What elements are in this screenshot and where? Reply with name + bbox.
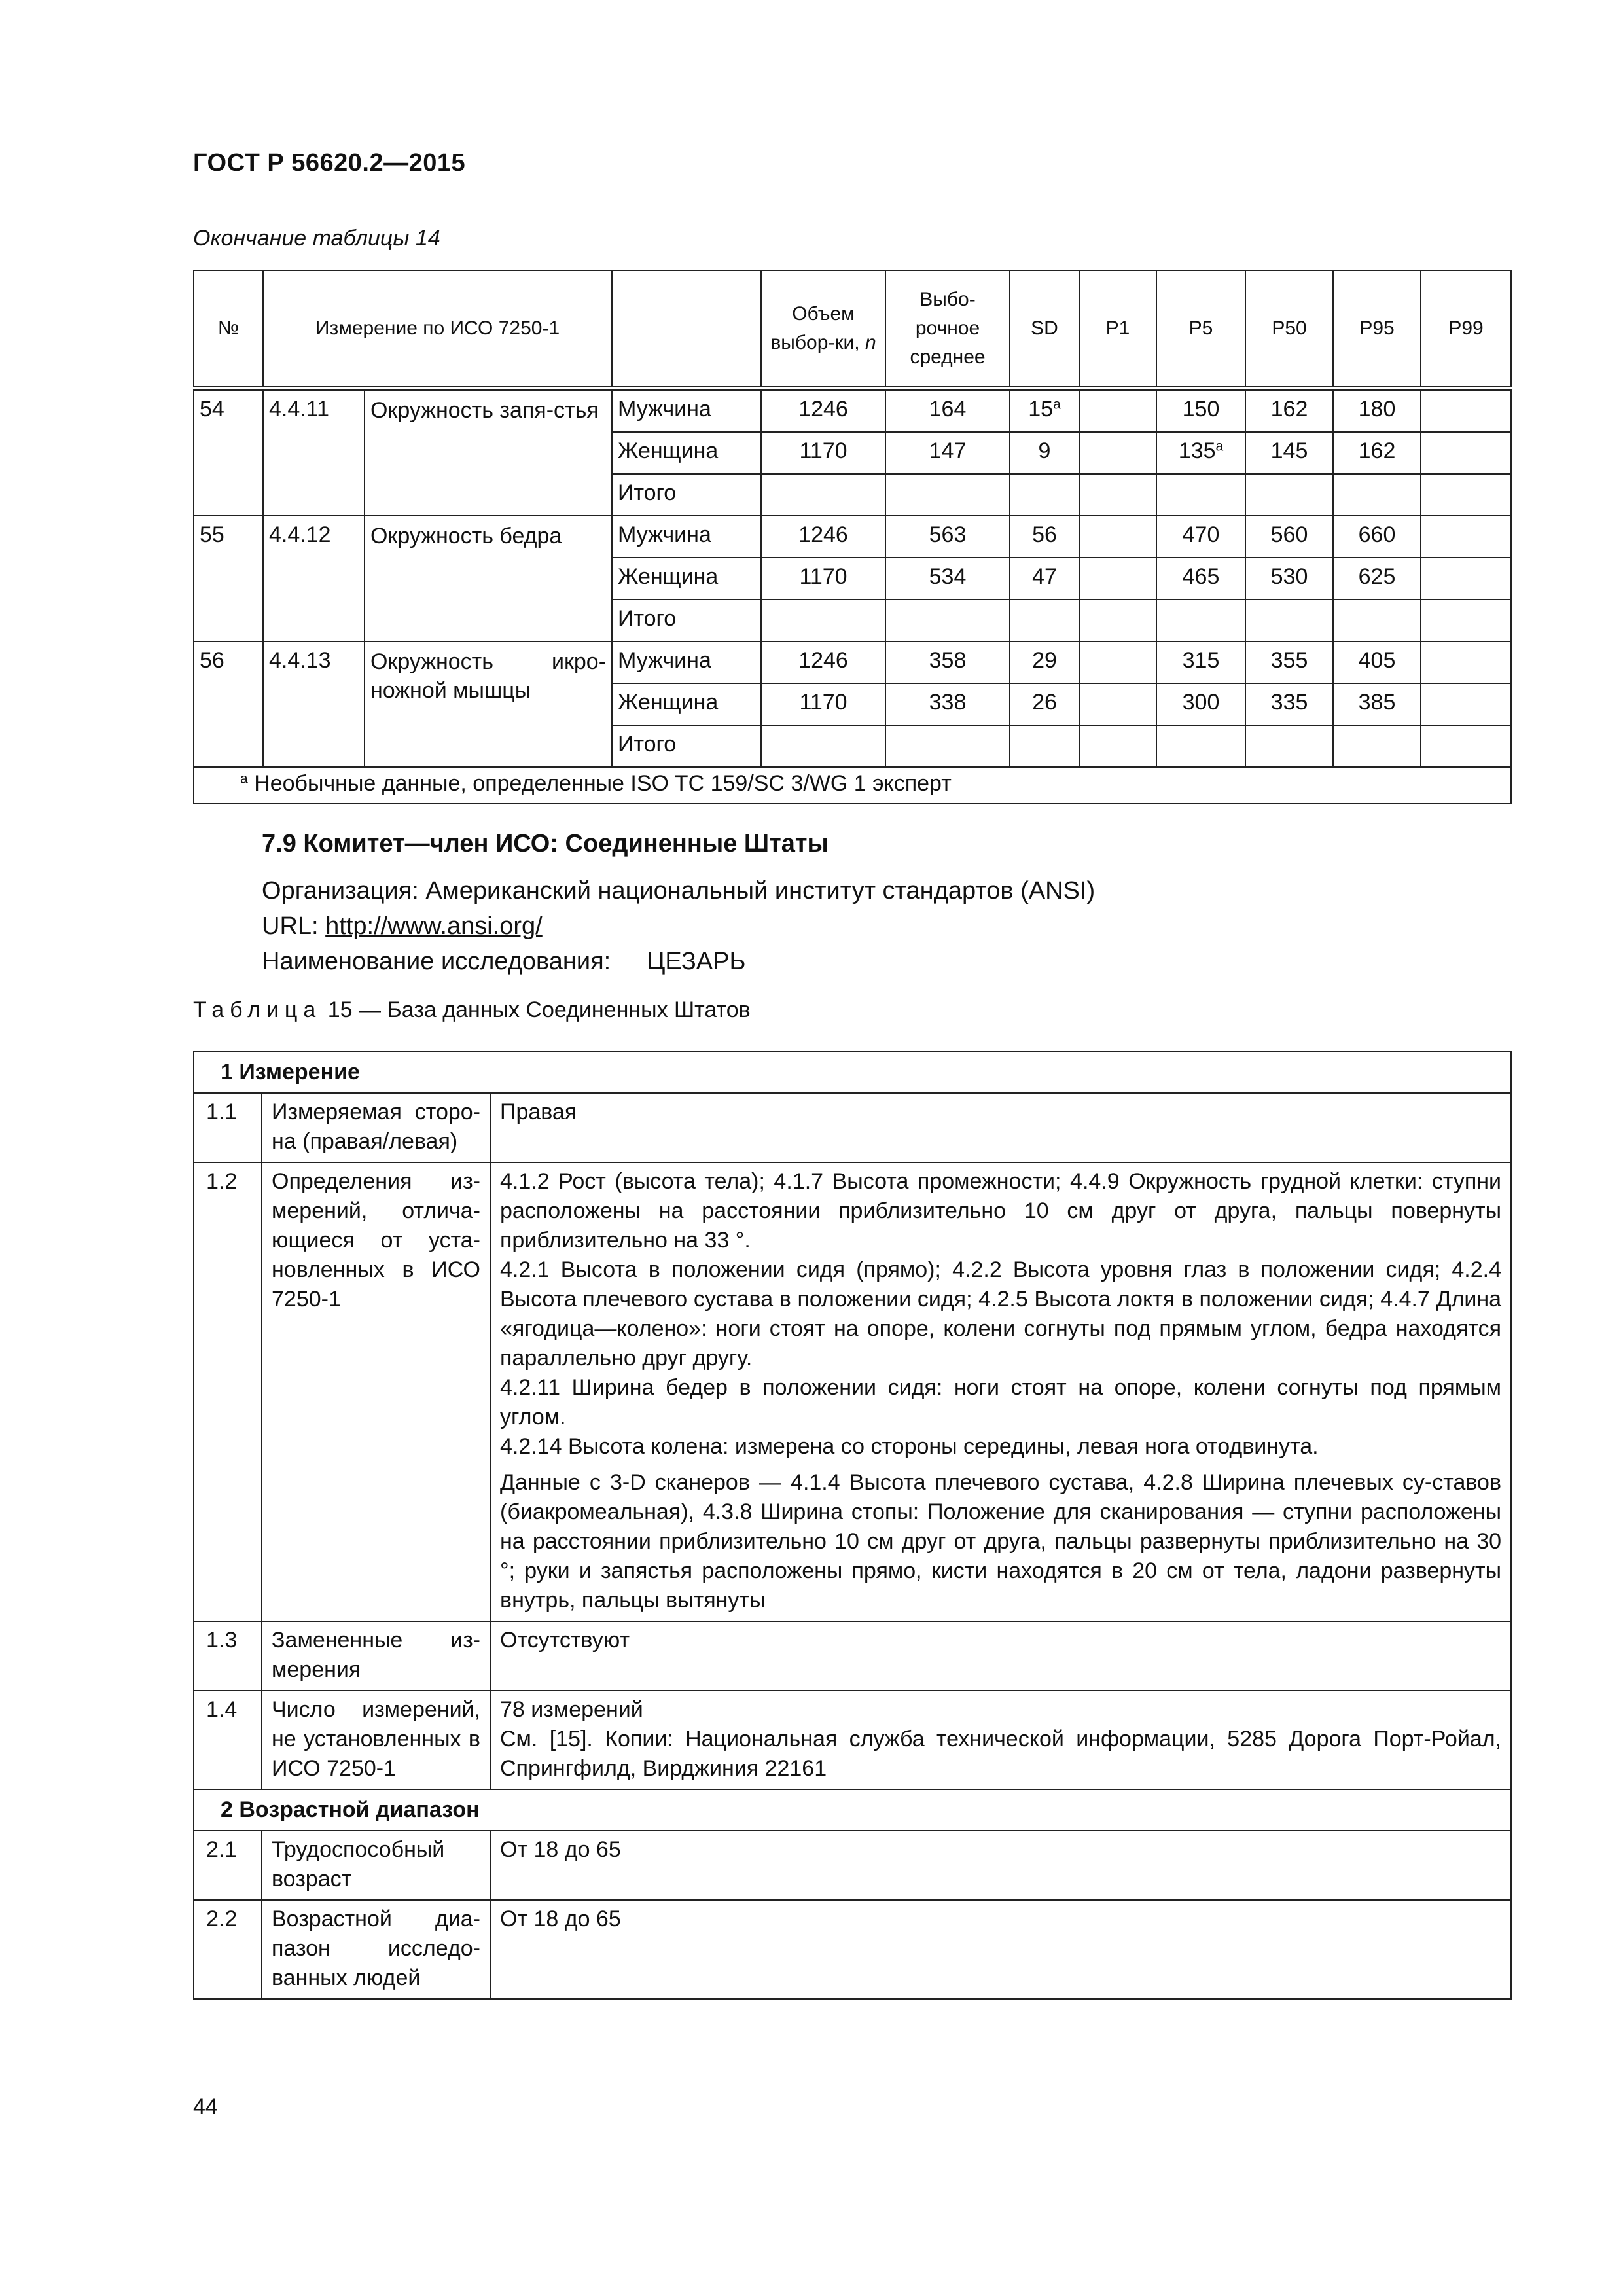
section-title: 2 Возрастной диапазон: [194, 1789, 1511, 1831]
organization-line: [262, 877, 1095, 905]
mean-cell: 534: [885, 558, 1010, 600]
sd-cell: [1010, 389, 1079, 433]
table-row: [194, 1831, 1511, 1900]
p5-cell: [1156, 432, 1245, 474]
sex-cell: Женщина: [612, 683, 761, 725]
p95-cell: 180: [1333, 389, 1421, 433]
table-14: [193, 270, 1512, 804]
item-label-cell: Измеряемая сторо-на (правая/левая): [262, 1093, 490, 1162]
document-code: ГОСТ Р 56620.2—2015: [193, 149, 466, 177]
sd-value: 47: [1032, 564, 1057, 589]
table-row: [194, 1093, 1511, 1162]
item-value-paragraph: 4.2.14 Высота колена: измерена со стороны середины, левая нога отодвинута.: [500, 1434, 1319, 1459]
measure-name-cell: Окружность бедра: [365, 516, 612, 641]
p95-cell: [1333, 474, 1421, 516]
section-title: 7.9 Комитет—член ИСО: Соединенные Штаты: [262, 830, 829, 857]
p95-cell: [1333, 725, 1421, 767]
p5-cell: [1156, 389, 1245, 433]
p50-cell: 162: [1245, 389, 1333, 433]
p50-cell: 355: [1245, 641, 1333, 683]
sd-cell: [1010, 432, 1079, 474]
header-sample-size: Объем выбор-ки, n: [761, 270, 885, 389]
item-label-cell: Замененные из-мерения: [262, 1621, 490, 1691]
organization-label: Организация:: [262, 877, 419, 905]
table-15-caption-word: Таблица: [193, 997, 322, 1022]
item-number-cell: 1.4: [194, 1691, 262, 1789]
sd-cell: [1010, 474, 1079, 516]
sample-size-cell: 1246: [761, 389, 885, 433]
sex-cell: Мужчина: [612, 516, 761, 558]
sex-cell: Мужчина: [612, 389, 761, 433]
sample-size-cell: 1170: [761, 558, 885, 600]
p1-cell: [1079, 516, 1156, 558]
table-footnote: [194, 767, 1511, 804]
sample-size-cell: [761, 725, 885, 767]
header-p5: P5: [1156, 270, 1245, 389]
measure-name-cell: Окружность икро-ножной мышцы: [365, 641, 612, 767]
table-row: [194, 1162, 1511, 1621]
item-value-paragraph: 4.2.11 Ширина бедер в положении сидя: ноги стоят на опоре, колени согнуты под прямым углом.: [500, 1375, 1502, 1429]
item-value-paragraph: От 18 до 65: [500, 1907, 621, 1931]
table-row: [194, 389, 1511, 433]
item-value-paragraph: 4.2.1 Высота в положении сидя (прямо); 4.2.2 Высота уровня глаз в положении сидя; 4.2.4 Высота плечевого сустава в положении сидя; 4.2.5 Высота локтя в положении сидя; 4.4.7 Длина «ягодица—колено»: ноги стоят на опоре, колени согнуты под прямым углом, бедра находятся параллельно друг другу.: [500, 1257, 1502, 1371]
item-number-cell: 1.3: [194, 1621, 262, 1691]
item-number-cell: 1.2: [194, 1162, 262, 1621]
sd-cell: [1010, 641, 1079, 683]
item-value-cell: [490, 1621, 1511, 1691]
header-p99: P99: [1421, 270, 1511, 389]
sd-value: 26: [1032, 690, 1057, 715]
item-number-cell: 2.1: [194, 1831, 262, 1900]
p1-cell: [1079, 683, 1156, 725]
sample-size-cell: [761, 474, 885, 516]
page-number: 44: [193, 2094, 218, 2119]
table-row: [194, 1691, 1511, 1789]
url-line: [262, 912, 543, 941]
measure-code-cell: 4.4.12: [263, 516, 365, 641]
sd-footnote-mark: a: [1053, 397, 1061, 412]
p50-cell: 335: [1245, 683, 1333, 725]
sd-cell: [1010, 558, 1079, 600]
header-blank: [612, 270, 761, 389]
table-row: [194, 516, 1511, 558]
table-row: [194, 1621, 1511, 1691]
item-label-cell: Возрастной диа-пазон исследо-ванных людей: [262, 1900, 490, 1999]
p99-cell: [1421, 389, 1511, 433]
sex-cell: Женщина: [612, 558, 761, 600]
item-label-cell: Определения из-мерений, отлича-ющиеся от уста-новленных в ИСО 7250-1: [262, 1162, 490, 1621]
item-value-cell: [490, 1691, 1511, 1789]
p1-cell: [1079, 725, 1156, 767]
sd-value: 9: [1038, 439, 1051, 463]
p5-cell: [1156, 558, 1245, 600]
item-value-paragraph: 4.1.2 Рост (высота тела); 4.1.7 Высота промежности; 4.4.9 Окружность грудной клетки: ступни расположены на расстоянии приблизительно 10 см друг от друга, пальцы повернуты приблизительно на 33 °.: [500, 1169, 1502, 1253]
mean-cell: 358: [885, 641, 1010, 683]
sd-cell: [1010, 683, 1079, 725]
item-label-cell: Трудоспособный возраст: [262, 1831, 490, 1900]
mean-cell: 147: [885, 432, 1010, 474]
header-p50: P50: [1245, 270, 1333, 389]
row-number-cell: 55: [194, 516, 263, 641]
table-continuation-caption: Окончание таблицы 14: [193, 226, 440, 251]
sd-cell: [1010, 516, 1079, 558]
p50-cell: 530: [1245, 558, 1333, 600]
sample-size-cell: 1170: [761, 432, 885, 474]
mean-cell: [885, 725, 1010, 767]
sex-cell: Мужчина: [612, 641, 761, 683]
sex-cell: Женщина: [612, 432, 761, 474]
p95-cell: 162: [1333, 432, 1421, 474]
p95-cell: 385: [1333, 683, 1421, 725]
sd-value: 15: [1028, 397, 1054, 422]
p5-cell: [1156, 725, 1245, 767]
row-number-cell: 56: [194, 641, 263, 767]
url-label: URL:: [262, 912, 319, 940]
p95-cell: [1333, 600, 1421, 641]
p5-cell: [1156, 641, 1245, 683]
p5-cell: [1156, 474, 1245, 516]
sex-cell: Итого: [612, 600, 761, 641]
p5-footnote-mark: a: [1215, 439, 1224, 454]
header-mean: Выбо-рочное среднее: [885, 270, 1010, 389]
p99-cell: [1421, 683, 1511, 725]
study-value: ЦЕЗАРЬ: [647, 948, 746, 975]
p50-cell: 560: [1245, 516, 1333, 558]
p5-value: 470: [1182, 522, 1220, 547]
p1-cell: [1079, 558, 1156, 600]
item-value-paragraph: От 18 до 65: [500, 1837, 621, 1862]
p99-cell: [1421, 641, 1511, 683]
mean-cell: 563: [885, 516, 1010, 558]
section-row: [194, 1052, 1511, 1093]
p5-value: 135: [1178, 439, 1216, 463]
table-15-caption: [193, 997, 751, 1023]
sample-size-cell: [761, 600, 885, 641]
p99-cell: [1421, 600, 1511, 641]
sd-value: 56: [1032, 522, 1057, 547]
table-15: [193, 1051, 1512, 2000]
sd-cell: [1010, 725, 1079, 767]
p95-cell: 625: [1333, 558, 1421, 600]
row-number-cell: 54: [194, 389, 263, 516]
p1-cell: [1079, 600, 1156, 641]
p1-cell: [1079, 641, 1156, 683]
item-value-paragraph: Отсутствуют: [500, 1628, 630, 1653]
sample-size-cell: 1246: [761, 641, 885, 683]
p5-value: 315: [1182, 648, 1220, 673]
p5-value: 300: [1182, 690, 1220, 715]
header-p95: P95: [1333, 270, 1421, 389]
p50-cell: 145: [1245, 432, 1333, 474]
organization-value: Американский национальный институт стандартов (ANSI): [425, 877, 1096, 905]
p5-value: 150: [1182, 397, 1220, 422]
p1-cell: [1079, 432, 1156, 474]
item-label-cell: Число измерений, не установленных в ИСО 7250-1: [262, 1691, 490, 1789]
section-row: [194, 1789, 1511, 1831]
sd-value: 29: [1032, 648, 1057, 673]
p99-cell: [1421, 432, 1511, 474]
sex-cell: Итого: [612, 474, 761, 516]
sample-size-cell: 1170: [761, 683, 885, 725]
p95-cell: 405: [1333, 641, 1421, 683]
item-value-cell: [490, 1162, 1511, 1621]
footnote-text: Необычные данные, определенные ISO TC 159/SC 3/WG 1 эксперт: [254, 771, 952, 796]
p50-cell: [1245, 474, 1333, 516]
item-value-cell: [490, 1093, 1511, 1162]
header-sd: SD: [1010, 270, 1079, 389]
p5-cell: [1156, 516, 1245, 558]
header-p1: P1: [1079, 270, 1156, 389]
item-value-cell: [490, 1900, 1511, 1999]
mean-cell: 338: [885, 683, 1010, 725]
url-link[interactable]: http://www.ansi.org/: [325, 912, 543, 940]
p99-cell: [1421, 474, 1511, 516]
study-line: [262, 948, 745, 976]
sample-size-cell: 1246: [761, 516, 885, 558]
mean-cell: [885, 600, 1010, 641]
p1-cell: [1079, 389, 1156, 433]
p99-cell: [1421, 516, 1511, 558]
p99-cell: [1421, 558, 1511, 600]
section-title: 1 Измерение: [194, 1052, 1511, 1093]
table-15-body: [194, 1052, 1511, 1999]
p5-value: 465: [1182, 564, 1220, 589]
table-15-caption-title: 15 — База данных Соединенных Штатов: [327, 997, 751, 1022]
measure-code-cell: 4.4.11: [263, 389, 365, 516]
item-value-cell: [490, 1831, 1511, 1900]
measure-name-cell: Окружность запя-стья: [365, 389, 612, 516]
p5-cell: [1156, 683, 1245, 725]
header-measure: Измерение по ИСО 7250-1: [263, 270, 612, 389]
p50-cell: [1245, 600, 1333, 641]
p1-cell: [1079, 474, 1156, 516]
sex-cell: Итого: [612, 725, 761, 767]
table-row: [194, 1900, 1511, 1999]
measure-code-cell: 4.4.13: [263, 641, 365, 767]
sd-cell: [1010, 600, 1079, 641]
item-number-cell: 1.1: [194, 1093, 262, 1162]
p5-cell: [1156, 600, 1245, 641]
item-value-paragraph: Данные с 3-D сканеров — 4.1.4 Высота плечевого сустава, 4.2.8 Ширина плечевых су-ставов (биакромеальная), 4.3.8 Ширина стопы: Положение для сканирования — ступни расположены на расстоянии приблизительно 10 см друг от друга, пальцы развернуты приблизительно на 30 °; руки и запястья расположены прямо, кисти находятся в 20 см от тела, ладони развернуты внутрь, пальцы вытянуты: [500, 1470, 1502, 1613]
p50-cell: [1245, 725, 1333, 767]
mean-cell: [885, 474, 1010, 516]
sample-size-symbol: n: [865, 332, 876, 353]
item-number-cell: 2.2: [194, 1900, 262, 1999]
p99-cell: [1421, 725, 1511, 767]
header-number: №: [194, 270, 263, 389]
item-value-paragraph: См. [15]. Копии: Национальная служба технической информации, 5285 Дорога Порт-Ройал, Спрингфилд, Вирджиния 22161: [500, 1727, 1502, 1781]
table-row: [194, 641, 1511, 683]
study-label: Наименование исследования:: [262, 948, 611, 975]
mean-cell: 164: [885, 389, 1010, 433]
p95-cell: 660: [1333, 516, 1421, 558]
item-value-paragraph: 78 измерений: [500, 1697, 643, 1722]
footnote-mark: a: [240, 771, 248, 787]
item-value-paragraph: Правая: [500, 1100, 577, 1124]
table-14-body: [194, 389, 1511, 768]
